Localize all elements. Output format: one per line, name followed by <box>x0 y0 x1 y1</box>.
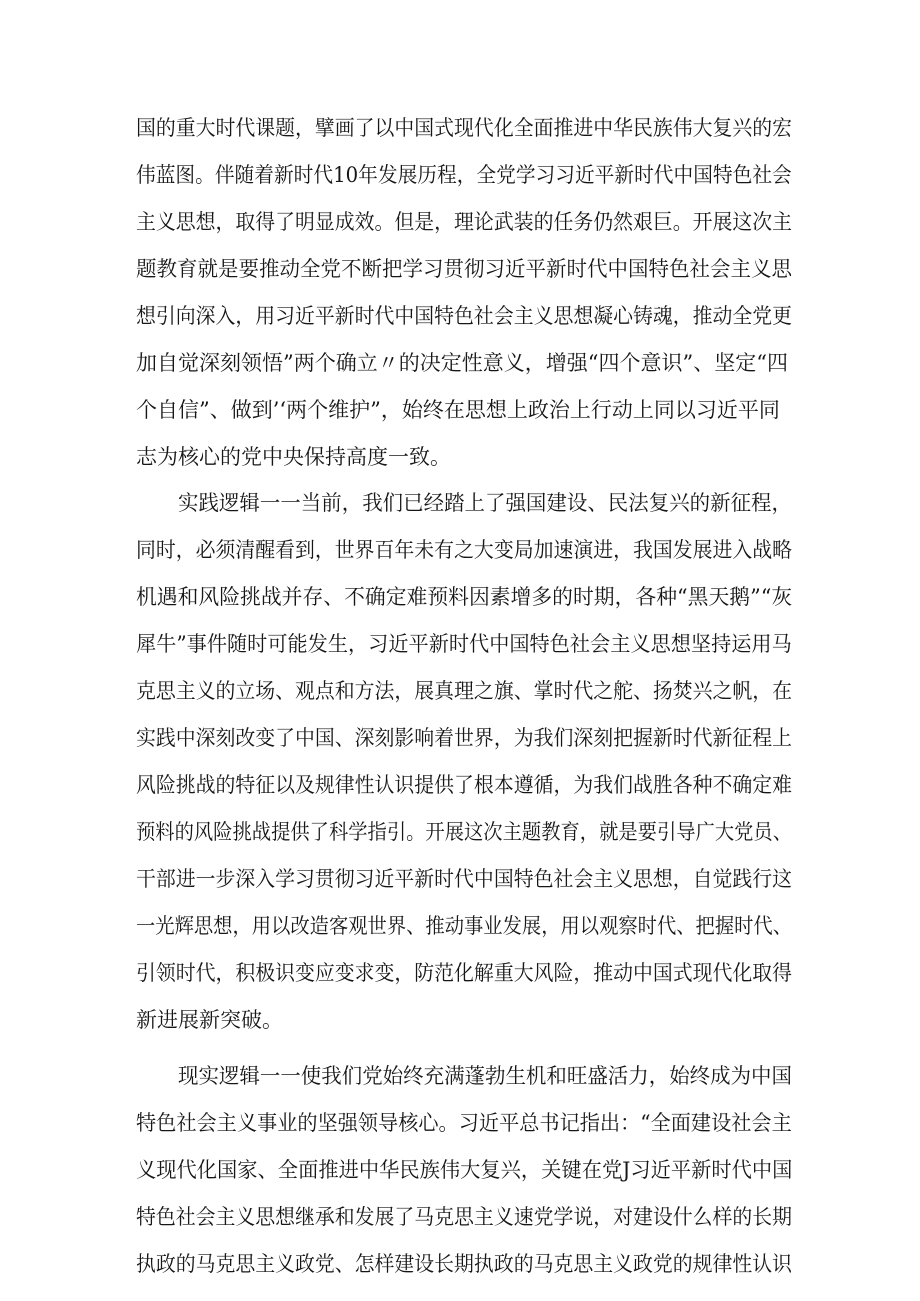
text-line <box>0 1104 920 1142</box>
text-line <box>0 625 920 663</box>
text-line <box>0 766 920 804</box>
line-text: 现实逻辑一一使我们党始终充满蓬勃生机和旺盛活力，始终成为中国 <box>178 1064 792 1088</box>
text-line <box>0 719 920 757</box>
line-text: 伟蓝图。伴随着新时代10年发展历程，全党学习习近平新时代中国特色社会 <box>136 163 792 187</box>
text-line <box>0 391 920 429</box>
line-text: 执政的马克思主义政党、怎样建设长期执政的马克思主义政党的规律性认识 <box>136 1252 792 1276</box>
text-line <box>0 109 920 147</box>
line-text: 主义思想，取得了明显成效。但是，理论武装的任务仍然艰巨。开展这次主 <box>136 210 792 234</box>
text-line <box>0 484 920 522</box>
line-text: 题教育就是要推动全党不断把学习贯彻习近平新时代中国特色社会主义思 <box>136 257 793 281</box>
line-text: 实践逻辑一一当前，我们已经踏上了强国建设、民法复兴的新征程， <box>178 491 792 515</box>
line-text: 一光辉思想，用以改造客观世界、推动事业发展，用以观察时代、把握时代、 <box>136 914 793 938</box>
text-line <box>0 860 920 898</box>
line-text: 机遇和风险挑战并存、不确定难预料因素增多的时期，各种“黑天鹅”“灰 <box>136 585 793 609</box>
line-text: 引领时代，积极识变应变求变，防范化解重大风险，推动中国式现代化取得 <box>136 961 792 985</box>
text-line <box>0 250 920 288</box>
line-text: 干部进一步深入学习贯彻习近平新时代中国特色社会主义思想，自觉践行这 <box>136 867 792 891</box>
line-text: 风险挑战的特征以及规律性认识提供了根本遵循，为我们战胜各种不确定难 <box>136 773 792 797</box>
text-line <box>0 344 920 382</box>
text-line <box>0 1057 920 1095</box>
text-line <box>0 907 920 945</box>
line-text: 想引向深入，用习近平新时代中国特色社会主义思想凝心铸魂，推动全党更 <box>136 304 792 328</box>
line-text: 个自信”、做到’‘两个维护”，始终在思想上政治上行动上同以习近平同 <box>136 398 780 422</box>
text-line <box>0 1001 920 1039</box>
text-line <box>0 1198 920 1236</box>
line-text: 特色社会主义事业的坚强领导核心。习近平总书记指出：“全面建设社会主 <box>136 1111 792 1135</box>
text-line <box>0 954 920 992</box>
line-text: 克思主义的立场、观点和方法，展真理之旗、掌时代之舵、扬焚兴之帆，在 <box>136 679 792 703</box>
line-text: 加自觉深刻领悟”两个确立〃的决定性意义，增强“四个意识”、坚定“四 <box>136 351 788 375</box>
text-line <box>0 156 920 194</box>
text-line <box>0 813 920 851</box>
text-line <box>0 203 920 241</box>
text-line <box>0 531 920 569</box>
text-line <box>0 438 920 476</box>
line-text: 义现代化国家、全面推进中华民族伟大复兴，关键在党J习近平新时代中国 <box>136 1158 793 1182</box>
line-text: 实践中深刻改变了中国、深刻影响着世界，为我们深刻把握新时代新征程上 <box>136 726 792 750</box>
line-text: 志为核心的党中央保持高度一致。 <box>136 445 451 469</box>
line-text: 同时，必须清醒看到，世界百年未有之大变局加速演进，我国发展进入战略 <box>136 538 792 562</box>
text-line <box>0 1151 920 1189</box>
line-text: 犀牛”事件随时可能发生，习近平新时代中国特色社会主义思想坚持运用马 <box>136 632 792 656</box>
line-text: 国的重大时代课题，擘画了以中国式现代化全面推进中华民族伟大复兴的宏 <box>136 116 792 140</box>
line-text: 预料的风险挑战提供了科学指引。开展这次主题教育，就是要引导广大党员、 <box>136 820 793 844</box>
text-line <box>0 672 920 710</box>
text-line <box>0 578 920 616</box>
line-text: 特色社会主义思想继承和发展了马克思主义速党学说，对建设什么样的长期 <box>136 1205 792 1229</box>
line-text: 新进展新突破。 <box>136 1008 283 1032</box>
text-line <box>0 297 920 335</box>
text-line <box>0 1245 920 1283</box>
